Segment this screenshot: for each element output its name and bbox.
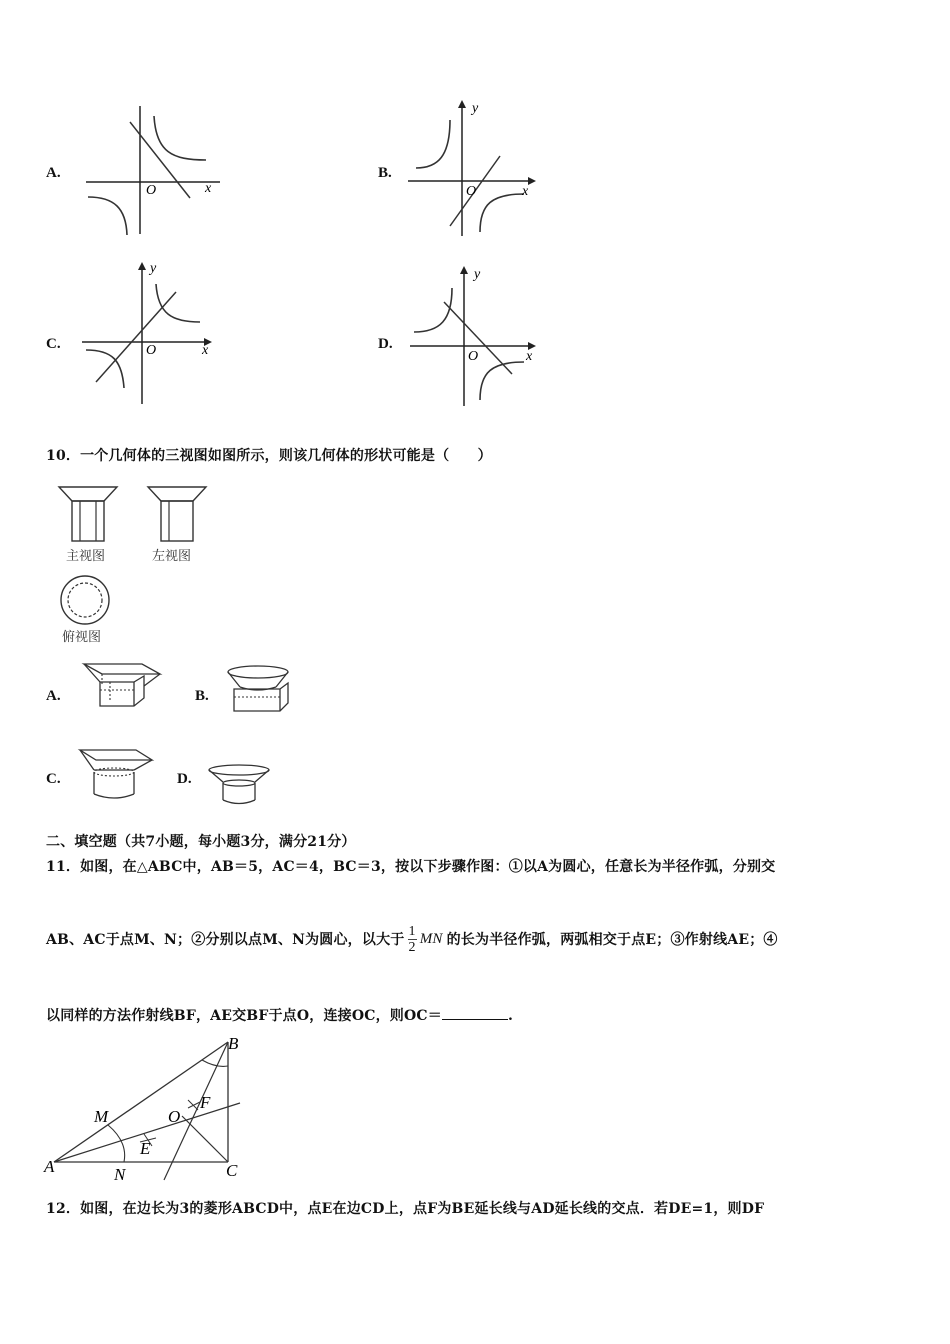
- q9-d-origin: O: [468, 349, 479, 364]
- q11-line-3: [46, 1005, 513, 1025]
- q11-line-3-pre: 以同样的方法作射线BF，AE交BF于点O，连接OC，则OC＝: [46, 1008, 442, 1024]
- q11-label-m: M: [94, 1107, 109, 1126]
- q11-label-f: F: [200, 1093, 211, 1112]
- q11-label-b: B: [228, 1034, 239, 1053]
- q11-fraction: [408, 924, 417, 955]
- q9-graph-c: [72, 258, 222, 406]
- q10-left-view-caption: 左视图: [152, 549, 192, 564]
- q11-line-1: 11．如图，在△ABC中，AB＝5，AC＝4，BC＝3，按以下步骤作图：①以A为圆心，任意长为半径作弧，分别交: [46, 859, 776, 875]
- q10-option-b-figure: [226, 663, 292, 715]
- q9-c-origin: O: [146, 343, 157, 358]
- q11-label-e: E: [140, 1139, 151, 1158]
- q9-a-axis-x: x: [205, 181, 212, 196]
- q11-label-n: N: [114, 1165, 126, 1184]
- q9-c-axis-x: x: [202, 343, 209, 358]
- q10-option-d-figure: [206, 762, 272, 808]
- q11-line-2-pre: AB、AC于点M、N；②分别以点M、N为圆心，以大于: [46, 932, 405, 948]
- q11-fraction-denominator: 2: [408, 939, 416, 955]
- q10-option-a-figure: [80, 660, 164, 710]
- q9-graph-d: [404, 262, 550, 408]
- q10-option-c-label[interactable]: C.: [46, 771, 61, 787]
- q10-option-d-label[interactable]: D.: [177, 771, 192, 787]
- q9-d-axis-x: x: [526, 349, 533, 364]
- q12-line-1: 12．如图，在边长为3的菱形ABCD中，点E在边CD上，点F为BE延长线与AD延长线的交点．若DE=1，则DF: [46, 1201, 765, 1217]
- q9-option-d-label[interactable]: D.: [378, 336, 393, 352]
- section-2-heading: 二、填空题（共7小题，每小题3分，满分21分）: [46, 834, 356, 850]
- q9-option-c-label[interactable]: C.: [46, 336, 61, 352]
- q10-top-view: [58, 573, 112, 627]
- q11-fraction-numerator: 1: [408, 923, 416, 939]
- q11-line-3-post: .: [507, 1008, 514, 1024]
- q10-top-view-caption: 俯视图: [62, 630, 102, 645]
- q11-label-a: A: [44, 1157, 55, 1176]
- q11-label-c: C: [226, 1161, 238, 1180]
- q9-graph-b: [404, 96, 544, 238]
- q9-b-axis-y: y: [472, 101, 479, 116]
- q9-c-axis-y: y: [150, 261, 157, 276]
- q10-option-a-label[interactable]: A.: [46, 688, 61, 704]
- q11-line-2: [46, 917, 778, 961]
- q10-front-view-caption: 主视图: [66, 549, 106, 564]
- q9-option-b-label[interactable]: B.: [378, 165, 392, 181]
- q9-option-a-label[interactable]: A.: [46, 165, 61, 181]
- q10-stem: 10．一个几何体的三视图如图所示，则该几何体的形状可能是（ ）: [46, 448, 492, 464]
- q10-option-b-label[interactable]: B.: [195, 688, 209, 704]
- q9-graph-a: [80, 100, 230, 240]
- q9-b-origin: O: [466, 184, 477, 199]
- q11-line-2-post: 的长为半径作弧，两弧相交于点E；③作射线AE；④: [446, 932, 778, 948]
- q9-d-axis-y: y: [474, 267, 481, 282]
- q11-label-o: O: [168, 1107, 181, 1126]
- q9-a-origin: O: [146, 183, 157, 198]
- q10-left-view: [145, 484, 209, 546]
- q10-option-c-figure: [76, 746, 156, 802]
- q10-front-view: [56, 484, 120, 546]
- q9-b-axis-x: x: [522, 184, 529, 199]
- q11-fraction-variable: MN: [419, 930, 443, 947]
- q11-answer-blank[interactable]: [442, 1007, 508, 1020]
- q11-triangle-figure: [42, 1030, 302, 1186]
